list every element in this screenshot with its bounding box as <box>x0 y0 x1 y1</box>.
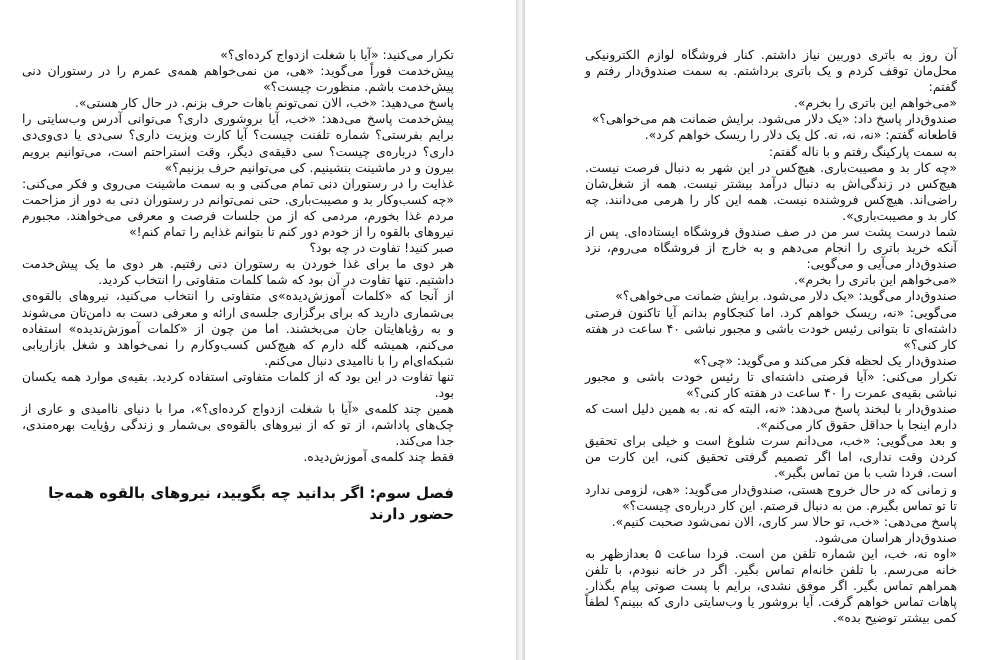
paragraph: صندوق‌دار با لبخند پاسخ می‌دهد: «نه، البته که نه. به همین دلیل است که دارم اینجا با حداقل حقوق کار می‌کنم». <box>585 401 957 433</box>
paragraph: غذایت را در رستوران دنی تمام می‌کنی و به سمت ماشینت می‌روی و فکر می‌کنی: «چه کسب‌وکار بد و مصیبت‌باری. حتی نمی‌توانم در رستوران دنی به دور از مزاحمت مردم غذا بخورم، مردمی که از من جلسات فرصت و معرفی می‌خواهند. مجبورم نیروهای بالقوه را از خودم دور کنم تا بتوانم غذایم را تمام کنم!» <box>22 175 454 240</box>
paragraph: «می‌خواهم این باتری را بخرم». <box>793 95 957 111</box>
paragraph: آن روز به باتری دوربین نیاز داشتم. کنار فروشگاه لوازم الکترونیکی محل‌مان توقف کردم و یک باتری برداشتم. به سمت صندوق‌دار رفتم و گفتم: <box>585 47 957 95</box>
paragraph: صندوق‌دار هراسان می‌شود. <box>814 529 957 545</box>
right-page <box>525 0 999 660</box>
paragraph: صندوق‌دار پاسخ داد: «یک دلار می‌شود. برایش ضمانت هم می‌خواهی؟» <box>591 111 957 127</box>
paragraph: شما درست پشت سر من در صف صندوق فروشگاه ایستاده‌ای. پس از آنکه خرید باتری را انجام می‌دهم و به خارج از فروشگاه می‌روم، نزد صندوق‌دار می‌آیی و می‌گویی: <box>585 224 957 272</box>
paragraph: صندوق‌دار یک لحظه فکر می‌کند و می‌گوید: «چی؟» <box>693 352 957 368</box>
paragraph: و زمانی که در حال خروج هستی، صندوق‌دار می‌گوید: «هی، لزومی ندارد تا تو تماس بگیرم. من به دنبال فرصتم. این کار درباره‌ی چیست؟» <box>585 481 957 513</box>
paragraph: پاسخ می‌دهید: «خب، الان نمی‌تونم باهات حرف بزنم. در حال کار هستی». <box>74 95 454 111</box>
paragraph: پیش‌خدمت پاسخ می‌دهد: «خب، آیا بروشوری داری؟ می‌توانی آدرس وب‌سایتی را برایم بفرستی؟ شماره تلفنت چیست؟ آیا کارت ویزیت داری؟ سی‌دی یا دی‌وی‌دی داری؟ درباره‌ی چیست؟ سی دقیقه‌ی دیگر، وقت استراحتم است، می‌توانیم برویم بیرون و در ماشینت بنشینیم. کی می‌توانیم حرف بزنیم؟» <box>22 111 454 175</box>
paragraph: تکرار می‌کنی: «آیا فرصتی داشته‌ای تا رئیس خودت باشی و مجبور نباشی بقیه‌ی عمرت را ۴۰ ساعت در هفته کار کنی؟» <box>585 368 957 400</box>
paragraph: تنها تفاوت در این بود که از کلمات متفاوتی استفاده کردید. بقیه‌ی موارد همه یکسان بود. <box>22 368 454 400</box>
paragraph: از آنجا که «کلمات آموزش‌دیده»ی متفاوتی را انتخاب می‌کنید، نیروهای بالقوه‌ی بی‌شماری دارید که برای برگزاری جلسه‌ی ارائه و معرفی دست به دامن‌تان می‌شوند و به رؤیاهایتان جان می‌بخشند. اما من چون از «کلمات آموزش‌ندیده» استفاده می‌کنم، همیشه گله دارم که هیچ‌کس کسب‌وکارم را نمی‌خواهد و شغل بازاریابی شبکه‌ای‌ام را با ناامیدی دنبال می‌کنم. <box>22 288 454 368</box>
paragraph: تکرار می‌کنید: «آیا با شغلت ازدواج کرده‌ای؟» <box>220 47 454 62</box>
paragraph: پاسخ می‌دهی: «خب، تو حالا سر کاری، الان نمی‌شود صحبت کنیم». <box>611 513 957 529</box>
paragraph: «چه کار بد و مصیبت‌باری. هیچ‌کس در این شهر به دنبال فرصت نیست. هیچ‌کس در زندگی‌اش به دنبال درآمد بیشتر نیست. همه از شغل‌شان راضی‌اند. هیچ‌کس فروشنده نیست. همه این کار را هرمی می‌دانند. چه کار بد و مصیبت‌باری». <box>585 159 957 223</box>
paragraph: و بعد می‌گویی: «خب، می‌دانم سرت شلوغ است و خیلی برای تحقیق کردن وقت نداری، اما اگر تصمیم گرفتی تحقیق کنی، این کارت من است. فردا شب با من تماس بگیر». <box>585 433 957 481</box>
book-gutter <box>516 0 525 660</box>
paragraph: به سمت پارکینگ رفتم و با ناله گفتم: <box>768 143 957 159</box>
left-page-text <box>22 47 454 525</box>
right-page-text <box>585 47 957 626</box>
paragraph: فقط چند کلمه‌ی آموزش‌دیده. <box>303 449 454 465</box>
paragraph: «می‌خواهم این باتری را بخرم». <box>793 272 957 288</box>
paragraph: پیش‌خدمت فوراً می‌گوید: «هی، من نمی‌خواهم همه‌ی عمرم را در رستوران دنی پیش‌خدمت باشم. منظورت چیست؟» <box>22 63 454 95</box>
paragraph: هر دوی ما برای غذا خوردن به رستوران دنی رفتیم. هر دوی ما یک پیش‌خدمت داشتیم. تنها تفاوت در آن بود که شما کلمات متفاوتی را انتخاب کردید. <box>22 256 454 288</box>
chapter-title: فصل سوم: اگر بدانید چه بگویید، نیروهای بالقوه همه‌جا حضور دارند <box>48 484 454 524</box>
paragraph: قاطعانه گفتم: «نه، نه، نه. کل یک دلار را ریسک خواهم کرد». <box>644 127 957 143</box>
paragraph: صبر کنید! تفاوت در چه بود؟ <box>309 240 454 256</box>
paragraph: می‌گویی: «نه، ریسک خواهم کرد. اما کنجکاوم بدانم آیا تاکنون فرصتی داشته‌ای تا بتوانی رئیس خودت باشی و مجبور نباشی ۴۰ ساعت در هفته کار کنی؟» <box>585 304 957 352</box>
paragraph: «اوه نه، خب، این شماره تلفن من است. فردا ساعت ۵ بعدازظهر به خانه می‌رسم. با تلفن خانه‌ام تماس بگیر. اگر در خانه نبودم، با تلفن همراهم تماس بگیر. اگر موفق نشدی، برایم با پست صوتی پیام بگذار. پاهات تماس خواهم گرفت. آیا بروشور یا وب‌سایتی داری که ببینم؟ لطفاً کمی بیشتر توضیح بده». <box>585 545 957 626</box>
paragraph: همین چند کلمه‌ی «آیا با شغلت ازدواج کرده‌ای؟»، مرا با دنیای ناامیدی و عاری از چک‌های پاداشم، از تو که از نیروهای بالقوه‌ی بی‌شمار و زندگی رؤیایت بهره‌مندی، جدا می‌کند. <box>22 401 454 449</box>
paragraph: صندوق‌دار می‌گوید: «یک دلار می‌شود. برایش ضمانت می‌خواهی؟» <box>615 288 957 304</box>
